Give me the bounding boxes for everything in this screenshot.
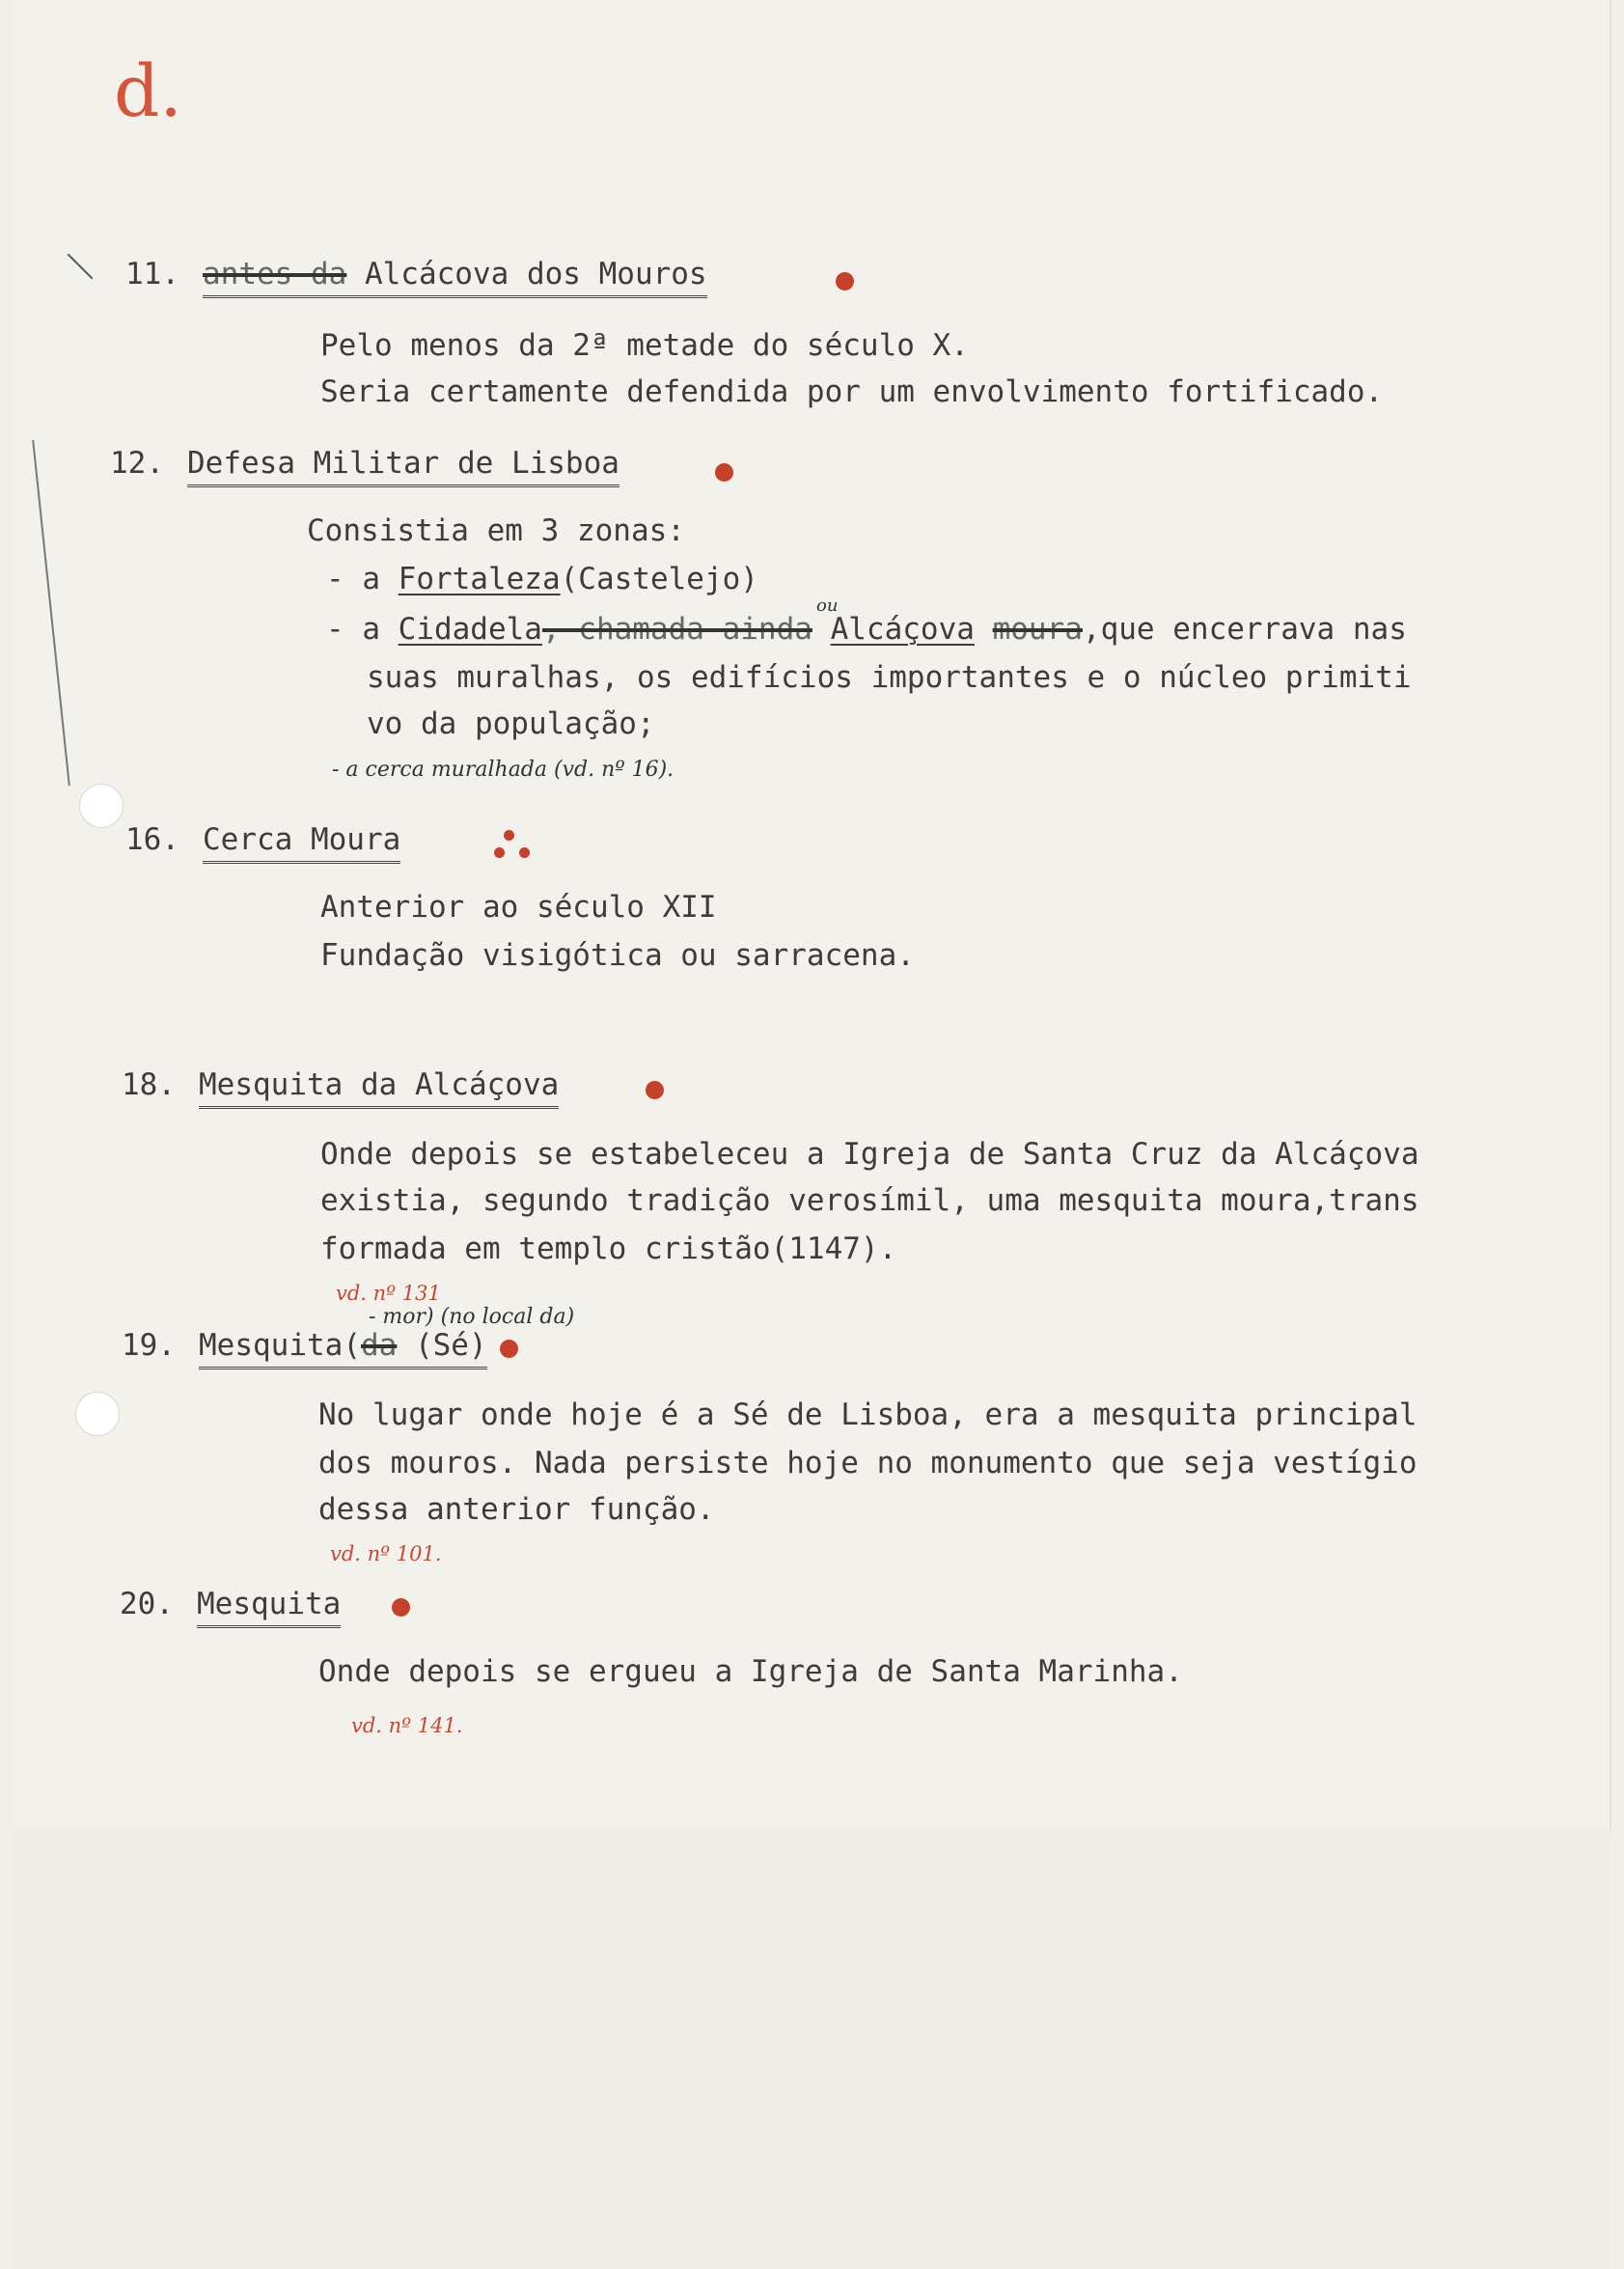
- struck-text: , chamada ainda: [541, 612, 812, 647]
- dot-cluster: [504, 830, 514, 841]
- punch-hole: [79, 784, 124, 828]
- entry-line: Onde depois se ergueu a Igreja de Santa Marinha.: [318, 1654, 1183, 1689]
- entry-line: No lugar onde hoje é a Sé de Lisboa, era a mesquita principal: [318, 1397, 1418, 1432]
- entry-line: Pelo menos da 2ª metade do século X.: [320, 328, 969, 363]
- underlined-term: Fortaleza: [398, 562, 561, 596]
- entry-line: dessa anterior função.: [318, 1492, 715, 1527]
- location-dot: [836, 272, 854, 291]
- entry-title-text: Mesquita: [199, 1328, 344, 1363]
- entry-title: [203, 255, 707, 298]
- entry-number: 16.: [125, 822, 179, 857]
- dot-cluster: [494, 847, 505, 858]
- entry-line: suas muralhas, os edifícios importantes e o núcleo primiti: [367, 660, 1412, 695]
- entry-line: formada em templo cristão(1147).: [320, 1231, 897, 1266]
- entry-line: Fundação visigótica ou sarracena.: [320, 938, 915, 973]
- entry-title: Mesquita da Alcáçova: [199, 1065, 559, 1109]
- entry-title: Mesquita(da (Sé): [199, 1326, 487, 1370]
- section-letter: d.: [114, 50, 182, 133]
- entry-line: dos mouros. Nada persiste hoje no monumento que seja vestígio: [318, 1446, 1418, 1480]
- entry-title-text: Alcácova dos Mouros: [364, 257, 707, 291]
- entry-intro: Consistia em 3 zonas:: [307, 513, 685, 548]
- reference-note: vd. nº 141.: [351, 1714, 463, 1737]
- struck-text: moura: [992, 612, 1083, 647]
- entry-title: Cerca Moura: [203, 820, 400, 864]
- location-dot: [715, 463, 733, 482]
- entry-line: existia, segundo tradição verosímil, uma mesquita moura,trans: [320, 1183, 1419, 1218]
- entry-title: Mesquita: [197, 1585, 341, 1628]
- entry-number: 18.: [122, 1067, 176, 1102]
- handwritten-insert: - mor) (no local da): [369, 1305, 575, 1329]
- entry-line: vo da população;: [367, 706, 655, 741]
- location-dot: [392, 1598, 410, 1617]
- dot-cluster: [519, 847, 530, 858]
- entry-title-text: Sé): [432, 1328, 487, 1363]
- handwritten-item: - a cerca muralhada (vd. nº 16).: [332, 758, 674, 782]
- struck-text: da: [360, 1328, 398, 1363]
- entry-number: 20.: [120, 1587, 174, 1621]
- backing-page: [14, 1829, 1610, 2269]
- list-rest: (Castelejo): [560, 562, 758, 596]
- entry-title: Defesa Militar de Lisboa: [187, 444, 619, 487]
- entry-number: 12.: [110, 446, 164, 481]
- list-rest: ,que encerrava nas: [1082, 612, 1407, 647]
- entry-number: 11.: [125, 257, 179, 291]
- struck-text: antes da: [203, 257, 347, 291]
- entry-line: Seria certamente defendida por um envolvimento fortificado.: [320, 374, 1384, 409]
- entry-number: 19.: [122, 1328, 176, 1363]
- reference-note: vd. nº 131: [336, 1282, 441, 1305]
- location-dot: [646, 1081, 664, 1099]
- list-prefix: - a: [326, 612, 399, 647]
- entry-line: Onde depois se estabeleceu a Igreja de Santa Cruz da Alcáçova: [320, 1137, 1419, 1172]
- punch-hole: [75, 1392, 120, 1436]
- entry-line: Anterior ao século XII: [320, 890, 717, 925]
- handwritten-insert: ou: [816, 595, 839, 616]
- reference-note: vd. nº 101.: [330, 1542, 442, 1565]
- list-item: [326, 610, 1407, 649]
- underlined-term: Cidadela: [398, 612, 542, 647]
- list-prefix: - a: [326, 562, 399, 596]
- list-item: [326, 560, 758, 598]
- location-dot: [500, 1340, 518, 1358]
- underlined-term: Alcáçova: [830, 612, 975, 647]
